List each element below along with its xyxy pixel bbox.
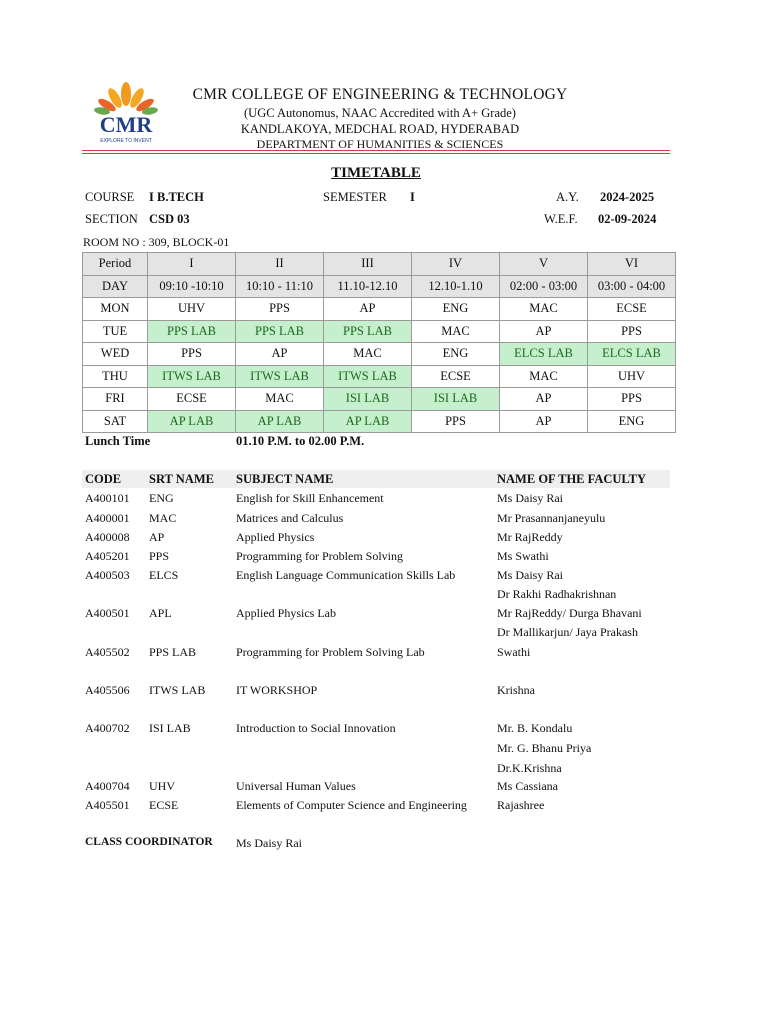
time-header: 11.10-12.10	[324, 275, 412, 298]
ay-label: A.Y.	[556, 190, 579, 204]
day-label: DAY	[83, 275, 148, 298]
timetable-grid	[82, 252, 676, 433]
section-value: CSD 03	[149, 212, 190, 226]
time-header: 03:00 - 04:00	[588, 275, 676, 298]
subject-code: A400501	[85, 606, 130, 620]
time-row	[83, 275, 676, 298]
room-info: ROOM NO : 309, BLOCK-01	[83, 235, 230, 249]
period-header: VI	[588, 253, 676, 276]
faculty-name: Krishna	[497, 683, 535, 697]
faculty-name: Ms Daisy Rai	[497, 568, 563, 582]
slot-cell: MAC	[412, 320, 500, 343]
slot-cell: UHV	[148, 298, 236, 321]
period-row	[83, 253, 676, 276]
time-header: 02:00 - 03:00	[500, 275, 588, 298]
period-header: II	[236, 253, 324, 276]
course-label: COURSE	[85, 190, 135, 204]
ay-value: 2024-2025	[600, 190, 655, 204]
period-header: I	[148, 253, 236, 276]
time-header: 10:10 - 11:10	[236, 275, 324, 298]
subject-code: A400001	[85, 511, 130, 525]
faculty-name: Mr Prasannanjaneyulu	[497, 511, 606, 525]
slot-cell: AP	[500, 388, 588, 411]
subject-short-name: ENG	[149, 491, 174, 505]
course-value: I B.TECH	[149, 190, 204, 204]
subject-code: A405502	[85, 645, 130, 659]
faculty-name: Mr RajReddy	[497, 530, 563, 544]
slot-cell: UHV	[588, 365, 676, 388]
timetable-row	[83, 410, 676, 433]
semester-label: SEMESTER	[323, 190, 387, 204]
wef-label: W.E.F.	[544, 212, 578, 226]
logo-text: CMR	[99, 112, 153, 137]
subject-short-name: MAC	[149, 511, 177, 525]
subject-short-name: APL	[149, 606, 172, 620]
subject-short-name: PPS	[149, 549, 170, 563]
subject-name: Programming for Problem Solving Lab	[236, 645, 425, 659]
department: DEPARTMENT OF HUMANITIES & SCIENCES	[256, 137, 504, 151]
slot-cell: MAC	[236, 388, 324, 411]
subject-name: Applied Physics	[236, 530, 315, 544]
subject-name-header: SUBJECT NAME	[236, 472, 334, 486]
subject-name: IT WORKSHOP	[236, 683, 318, 697]
timetable-body	[83, 298, 676, 433]
subject-code: A405201	[85, 549, 130, 563]
lab-slot-cell: ISI LAB	[324, 388, 412, 411]
lab-slot-cell: AP LAB	[148, 410, 236, 433]
subject-code: A400008	[85, 530, 130, 544]
slot-cell: MAC	[500, 365, 588, 388]
slot-cell: MAC	[500, 298, 588, 321]
faculty-name: Mr RajReddy/ Durga Bhavani	[497, 606, 642, 620]
subject-name: Matrices and Calculus	[236, 511, 344, 525]
day-cell: WED	[83, 343, 148, 366]
faculty-name: Rajashree	[497, 798, 545, 812]
subject-code: A405501	[85, 798, 130, 812]
lunch-label: Lunch Time	[85, 434, 151, 448]
lab-slot-cell: ISI LAB	[412, 388, 500, 411]
slot-cell: ENG	[588, 410, 676, 433]
period-header: III	[324, 253, 412, 276]
day-cell: TUE	[83, 320, 148, 343]
timetable-row	[83, 365, 676, 388]
lab-slot-cell: ELCS LAB	[500, 343, 588, 366]
faculty-name: Mr. B. Kondalu	[497, 721, 573, 735]
lotus-logo-icon	[88, 80, 164, 144]
logo-tagline: EXPLORE TO INVENT	[100, 138, 152, 144]
time-header: 12.10-1.10	[412, 275, 500, 298]
page-title: TIMETABLE	[331, 165, 421, 181]
coordinator-label: CLASS COORDINATOR	[85, 836, 213, 848]
timetable-row	[83, 320, 676, 343]
header-divider	[82, 150, 670, 151]
slot-cell: PPS	[588, 320, 676, 343]
slot-cell: AP	[324, 298, 412, 321]
college-name: CMR COLLEGE OF ENGINEERING & TECHNOLOGY	[192, 86, 568, 103]
lab-slot-cell: AP LAB	[324, 410, 412, 433]
subject-code: A405506	[85, 683, 130, 697]
subject-name: Programming for Problem Solving	[236, 549, 403, 563]
lab-slot-cell: AP LAB	[236, 410, 324, 433]
period-header: IV	[412, 253, 500, 276]
code-header: CODE	[85, 472, 122, 486]
lab-slot-cell: ITWS LAB	[148, 365, 236, 388]
faculty-name: Ms Cassiana	[497, 779, 558, 793]
faculty-name: Mr. G. Bhanu Priya	[497, 741, 592, 755]
header-divider	[82, 153, 670, 154]
timetable-row	[83, 343, 676, 366]
period-label: Period	[83, 253, 148, 276]
slot-cell: PPS	[588, 388, 676, 411]
subject-short-name: ELCS	[149, 568, 179, 582]
slot-cell: ECSE	[412, 365, 500, 388]
slot-cell: PPS	[148, 343, 236, 366]
slot-cell: AP	[500, 320, 588, 343]
time-header: 09:10 -10:10	[148, 275, 236, 298]
timetable-row	[83, 298, 676, 321]
subject-name: Applied Physics Lab	[236, 606, 336, 620]
subject-name: English Language Communication Skills Lab	[236, 568, 456, 582]
subject-name: Universal Human Values	[236, 779, 356, 793]
subject-short-name: ECSE	[149, 798, 179, 812]
subject-code: A400702	[85, 721, 130, 735]
faculty-name: Dr.K.Krishna	[497, 761, 562, 775]
day-cell: FRI	[83, 388, 148, 411]
subject-short-name: UHV	[149, 779, 175, 793]
faculty-name: Ms Swathi	[497, 549, 549, 563]
day-cell: THU	[83, 365, 148, 388]
lab-slot-cell: ITWS LAB	[324, 365, 412, 388]
slot-cell: ENG	[412, 298, 500, 321]
subject-code: A400101	[85, 491, 130, 505]
wef-value: 02-09-2024	[598, 212, 657, 226]
day-cell: SAT	[83, 410, 148, 433]
slot-cell: PPS	[412, 410, 500, 433]
lab-slot-cell: PPS LAB	[236, 320, 324, 343]
day-cell: MON	[83, 298, 148, 321]
lab-slot-cell: PPS LAB	[324, 320, 412, 343]
subject-code: A400503	[85, 568, 130, 582]
faculty-name: Ms Daisy Rai	[497, 491, 563, 505]
faculty-name: Swathi	[497, 645, 531, 659]
subject-short-name: ITWS LAB	[149, 683, 206, 697]
slot-cell: AP	[236, 343, 324, 366]
slot-cell: ENG	[412, 343, 500, 366]
slot-cell: PPS	[236, 298, 324, 321]
lunch-time: 01.10 P.M. to 02.00 P.M.	[236, 434, 365, 448]
address: KANDLAKOYA, MEDCHAL ROAD, HYDERABAD	[240, 122, 520, 136]
college-logo	[88, 80, 164, 144]
faculty-name: Dr Rakhi Radhakrishnan	[497, 587, 617, 601]
coordinator-name: Ms Daisy Rai	[236, 836, 302, 850]
period-header: V	[500, 253, 588, 276]
faculty-header: NAME OF THE FACULTY	[497, 472, 646, 486]
subject-name: Elements of Computer Science and Engineering	[236, 798, 467, 812]
slot-cell: AP	[500, 410, 588, 433]
timetable-row	[83, 388, 676, 411]
faculty-name: Dr Mallikarjun/ Jaya Prakash	[497, 625, 638, 639]
subject-short-name: ISI LAB	[149, 721, 191, 735]
semester-value: I	[410, 190, 415, 204]
lab-slot-cell: ITWS LAB	[236, 365, 324, 388]
subject-code: A400704	[85, 779, 130, 793]
subject-name: English for Skill Enhancement	[236, 491, 384, 505]
short-name-header: SRT NAME	[149, 472, 214, 486]
slot-cell: MAC	[324, 343, 412, 366]
lab-slot-cell: PPS LAB	[148, 320, 236, 343]
subject-name: Introduction to Social Innovation	[236, 721, 396, 735]
section-label: SECTION	[85, 212, 138, 226]
slot-cell: ECSE	[588, 298, 676, 321]
lab-slot-cell: ELCS LAB	[588, 343, 676, 366]
accreditation: (UGC Autonomus, NAAC Accredited with A+ Grade)	[244, 106, 516, 120]
subject-short-name: PPS LAB	[149, 645, 197, 659]
subject-short-name: AP	[149, 530, 165, 544]
slot-cell: ECSE	[148, 388, 236, 411]
